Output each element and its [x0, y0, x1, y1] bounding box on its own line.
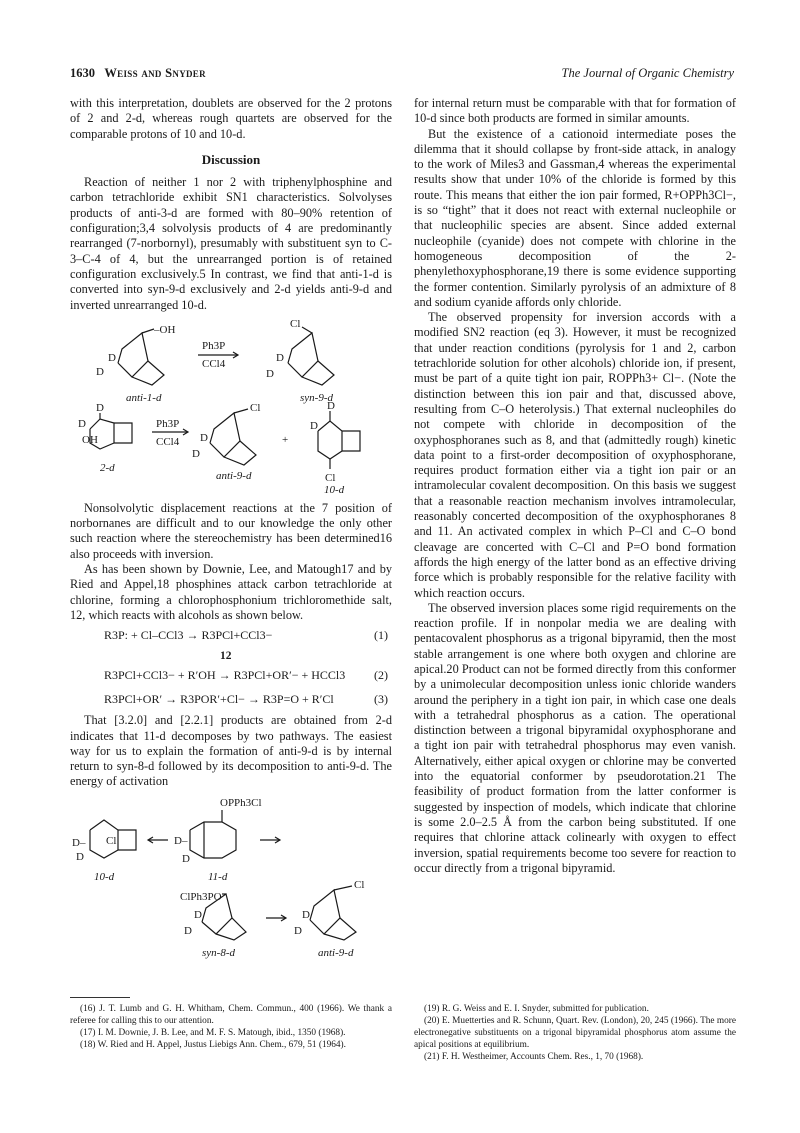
structure-11-d [174, 797, 262, 865]
svg-text:D: D [327, 399, 335, 412]
structure-10-d [310, 400, 360, 484]
svg-text:–OH: –OH [154, 323, 176, 336]
paragraph: As has been shown by Downie, Lee, and Matough17 and by Ried and Appel,18 phosphines attack carbon tetrachloride at chlorine, forming a chlorophosphonium trichloromethide salt, 12, which reacts with alcohols as shown below. [70, 562, 392, 622]
svg-text:Cl: Cl [325, 471, 336, 484]
structure-syn-9-d [266, 319, 334, 385]
svg-text:D: D [184, 924, 192, 937]
footnotes-right [414, 1003, 736, 1063]
reagent-label: Ph3P [156, 417, 180, 430]
reaction-scheme-1 [70, 319, 392, 495]
footnote: (20) E. Muetterties and R. Schunn, Quart. Rev. (London), 20, 245 (1966). The more electronegative substituents on a trigonal bipyramidal phosphorus atom assume the apical positions at equilibrium. [414, 1016, 736, 1050]
footnote: (16) J. T. Lumb and G. H. Whitham, Chem. Commun., 400 (1966). We thank a referee for calling this to our attention. [70, 1004, 392, 1026]
svg-text:D–: D– [72, 836, 86, 849]
paragraph: Reaction of neither 1 nor 2 with triphenylphosphine and carbon tetrachloride exhibit SN1 characteristics. Solvolyses products of anti-3-d are formed with 80–90% retention of configuration;3,4 solvolysis products of 4 are predominantly rearranged (7-norbornyl), presumably with substituent syn to C-3–C-4 of 4, but the unrearranged portion is of retained configuration exclusively.5 In contrast, we find that anti-1-d is converted into syn-9-d exclusively and 2-d yields anti-9-d and inverted unrearranged 10-d. [70, 175, 392, 312]
svg-text:D: D [78, 417, 86, 430]
svg-text:D: D [96, 401, 104, 414]
compound-label: anti-1-d [126, 391, 162, 404]
running-header [70, 66, 734, 84]
page-number-authors: 1630 Weiss and Snyder [70, 66, 206, 80]
equation-text: R3PCl+OR′ → R3POR′+Cl− → R3P=O + R′Cl [104, 692, 334, 707]
reagent-label: CCl4 [202, 357, 226, 370]
svg-text:D: D [302, 908, 310, 921]
svg-text:OH: OH [82, 433, 98, 446]
svg-text:D: D [276, 351, 284, 364]
svg-text:D: D [182, 852, 190, 865]
reaction-scheme-2 [70, 796, 392, 960]
svg-text:Cl: Cl [354, 878, 365, 891]
svg-text:D: D [200, 431, 208, 444]
paragraph: The observed propensity for inversion accords with a modified SN2 reaction (eq 3). However, it must be recognized that under reaction conditions (pyrolysis for 1 and 2, carbon tetrachloride solution for other alcohols) chloride ion, if present, must be part of a quite tight ion pair, ROPPh3+ Cl−. (Note the distinction between this ion pair and that, discussed above, resulting from C–O heterolysis.) That external nucleophiles do not compete with chloride in decomposition of the oxyphosphoranes such as 8, and that (admittedly rough) kinetic data point to a first-order decomposition of oxyphosphorane, requires product formation either via a tight ion pair or an intramolecular covalent decomposition. On this basis we suggest that a reasonable reaction mechanism involves intramolecular, reasonably concerted decomposition of the oxyphosphoranes 8 and 11. An activated complex in which P–Cl and C–O bond cleavage are concerted with C–Cl and P=O bond formation affords the high energy of the latter bond as an effective driving force which is probably responsible for the relative facility with which reaction occurs. [414, 310, 736, 600]
structure-anti-1-d [96, 324, 175, 385]
scheme-2-structures [70, 796, 392, 946]
svg-text:Cl: Cl [290, 318, 301, 330]
footnote: (21) F. H. Westheimer, Accounts Chem. Res., 1, 70 (1968). [424, 1052, 644, 1062]
svg-text:D: D [192, 447, 200, 460]
paragraph: That [3.2.0] and [2.2.1] products are obtained from 2-d indicates that 11-d decomposes by two pathways. The easiest way for us to explain the formation of anti-9-d is by internal return to syn-8-d followed by its decomposition to anti-9-d. The energy of activation [70, 713, 392, 789]
svg-text:D: D [76, 850, 84, 863]
compound-label: anti-9-d [216, 469, 252, 482]
paragraph: for internal return must be comparable with that for formation of 10-d since both products are formed in similar amounts. [414, 96, 736, 126]
equation-3 [70, 689, 392, 711]
equation-text: R3PCl+CCl3− + R′OH → R3PCl+OR′− + HCCl3 [104, 668, 346, 683]
equation-number: (1) [374, 628, 388, 643]
structure-anti-9-d [192, 402, 260, 465]
journal-title: The Journal of Organic Chemistry [561, 66, 734, 80]
compound-label: anti-9-d [318, 946, 354, 959]
left-column [70, 96, 392, 966]
compound-label: 11-d [208, 870, 228, 883]
svg-text:Cl: Cl [250, 401, 261, 414]
section-heading: Discussion [201, 151, 261, 167]
svg-text:D–: D– [174, 834, 188, 847]
equation-text: R3P: + Cl–CCl3 → R3PCl+CCl3− [104, 628, 273, 643]
footnote: (17) I. M. Downie, J. B. Lee, and M. F. S. Matough, ibid., 1350 (1968). [80, 1028, 346, 1038]
structure-10-d [72, 820, 136, 863]
paragraph: But the existence of a cationoid intermediate poses the dilemma that it should collapse by front-side attack, in analogy to the work of Miles3 and Gassman,4 whereas the experimental results show that under 10% of the chloride is formed by this route. This means that either the ion pair formed, R+OPPh3Cl−, is so “tight” that it does not react with external nucleophile or that nucleophilic species are absent. Since added external nucleophile (cyanide) does not compete with chlorine in the homogeneous decomposition of the 2-phenylethoxyphosphorane,19 there is some evidence supporting the former contention. Similarly pyrolysis of an admixture of 8 and sodium cyanide affords only chloride. [414, 126, 736, 309]
equation-1 [70, 625, 392, 647]
reagent-label: Ph3P [202, 339, 226, 352]
svg-text:D: D [310, 419, 318, 432]
svg-text:D: D [108, 351, 116, 364]
structure-syn-8-d [180, 891, 246, 940]
reagent-label: CCl4 [156, 435, 180, 448]
svg-text:D: D [266, 367, 274, 380]
svg-text:D: D [294, 924, 302, 937]
footnote-rule [70, 997, 130, 998]
compound-label: syn-9-d [300, 391, 333, 404]
scheme-1-structures [70, 319, 392, 495]
svg-text:D: D [194, 908, 202, 921]
svg-text:D: D [96, 365, 104, 378]
footnotes-left [70, 1003, 392, 1051]
structure-2-d [78, 402, 132, 449]
equation-number: (2) [374, 668, 388, 683]
paragraph: The observed inversion places some rigid requirements on the reaction profile. If in nonpolar media we are dealing with pentacovalent phosphorus as a trigonal bipyramid, then the most stable arrangement is one where both oxygen and chlorine are apical.20 Product can not be formed directly from this conformer by a unimolecular decomposition unless ionic chloride wanders around the periphery in a tight ion pair, in which case one deals with a tetrahedral phosphorus as a cation. The operational distinction between a trigonal bipyramidal oxyphosphorane and a tight ion pair with tetrahedral phosphorus may even vanish. Alternatively, either apical oxygen or chlorine may be converted into the equatorial conformer by pseudorotation.21 The feasibility of product formation from the latter conformer is suggested by inspection of models, which indicate that chlorine is some 2.0–2.5 Å from the carbon being substituted. If one requires that chlorine attack colinearly with oxygen to effect inversion, spatial requirements become too severe for reaction to occur directly from a trigonal bipyramid. [414, 600, 736, 875]
substituent-label: ClPh3PO [180, 890, 222, 903]
equation-2 [70, 665, 392, 687]
compound-label: 10-d [94, 870, 115, 883]
compound-label: 10-d [324, 483, 345, 495]
right-column [414, 96, 736, 876]
structure-anti-9-d [294, 879, 364, 940]
compound-label: syn-8-d [202, 946, 235, 959]
equation-number: (3) [374, 692, 388, 707]
footnote: (19) R. G. Weiss and E. I. Snyder, submitted for publication. [424, 1004, 649, 1014]
compound-label: 2-d [100, 461, 115, 474]
paragraph: Nonsolvolytic displacement reactions at the 7 position of norbornanes are difficult and to our knowledge the only other such reaction where the stereochemistry has been determined16 also proceeds with inversion. [70, 500, 392, 561]
footnote: (18) W. Ried and H. Appel, Justus Liebigs Ann. Chem., 679, 51 (1964). [80, 1040, 346, 1050]
equation-label: 12 [220, 650, 232, 663]
plus-sign: + [282, 433, 289, 446]
paragraph: with this interpretation, doublets are observed for the 2 protons of 2 and 2-d, whereas rough quartets are observed for the comparable protons of 10 and 10-d. [70, 96, 392, 141]
svg-text:Cl: Cl [106, 834, 117, 847]
substituent-label: OPPh3Cl [220, 796, 262, 809]
